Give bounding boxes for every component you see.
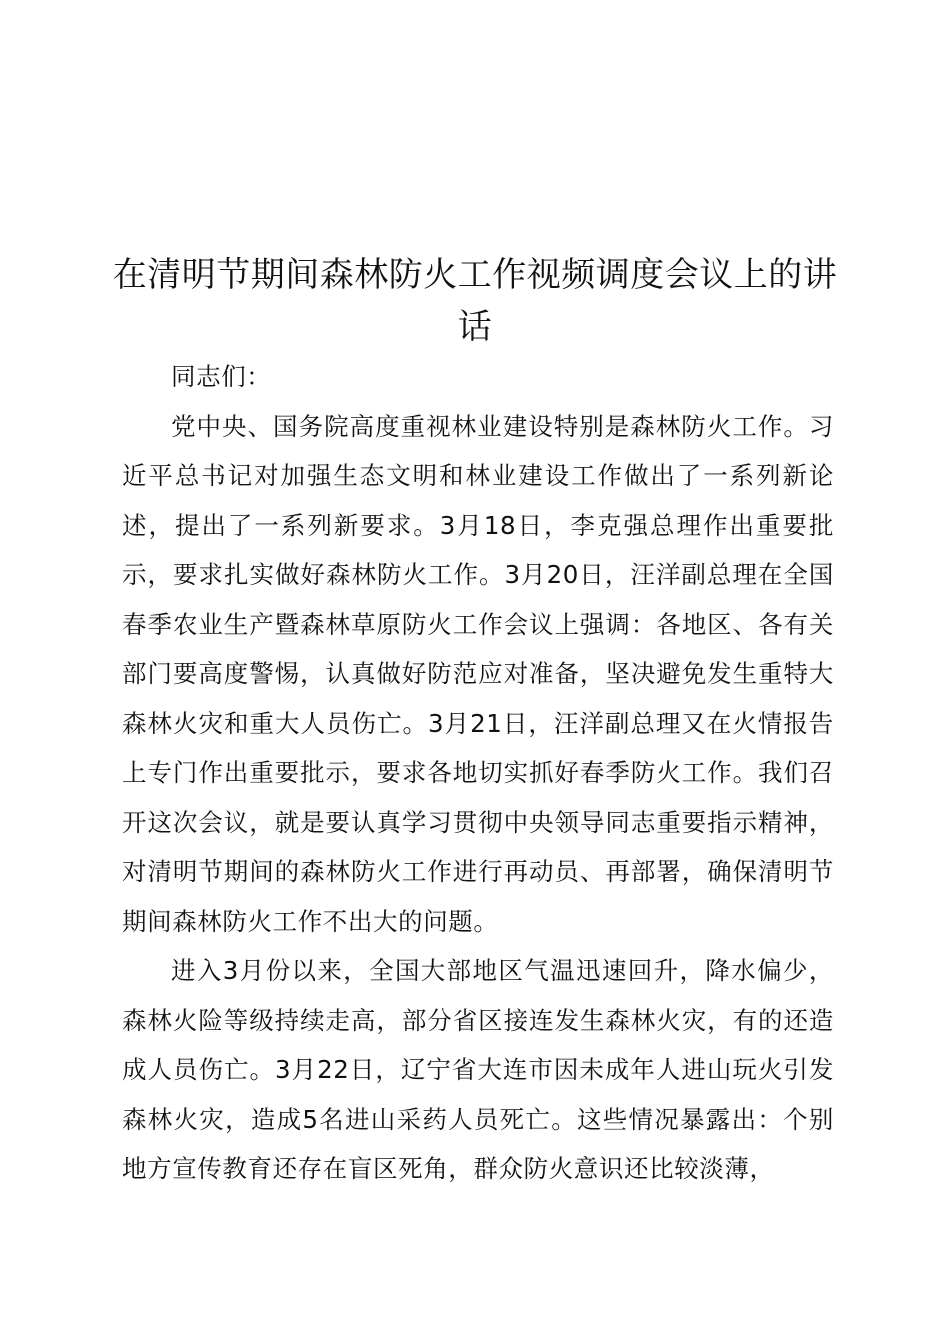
- greeting: 同志们：: [171, 362, 272, 391]
- paragraph: 进入3月份以来，全国大部地区气温迅速回升，降水偏少，森林火险等级持续走高，部分省区接连发生森林火灾，有的还造成人员伤亡。3月22日，辽宁省大连市因未成年人进山玩火引发森林火灾，造成5名进山采药人员死亡。这些情况暴露出：个别地方宣传教育还存在盲区死角，群众防火意识还比较淡薄，: [122, 956, 834, 1183]
- document-title: 在清明节期间森林防火工作视频调度会议上的讲话: [112, 254, 838, 347]
- paragraph: 党中央、国务院高度重视林业建设特别是森林防火工作。习近平总书记对加强生态文明和林业建设工作做出了一系列新论述，提出了一系列新要求。3月18日，李克强总理作出重要批示，要求扎实做好森林防火工作。3月20日，汪洋副总理在全国春季农业生产暨森林草原防火工作会议上强调：各地区、各有关部门要高度警惕，认真做好防范应对准备，坚决避免发生重特大森林火灾和重大人员伤亡。3月21日，汪洋副总理又在火情报告上专门作出重要批示，要求各地切实抓好春季防火工作。我们召开这次会议，就是要认真学习贯彻中央领导同志重要指示精神，对清明节期间的森林防火工作进行再动员、再部署，确保清明节期间森林防火工作不出大的问题。: [122, 411, 834, 936]
- document-body: [122, 352, 834, 1194]
